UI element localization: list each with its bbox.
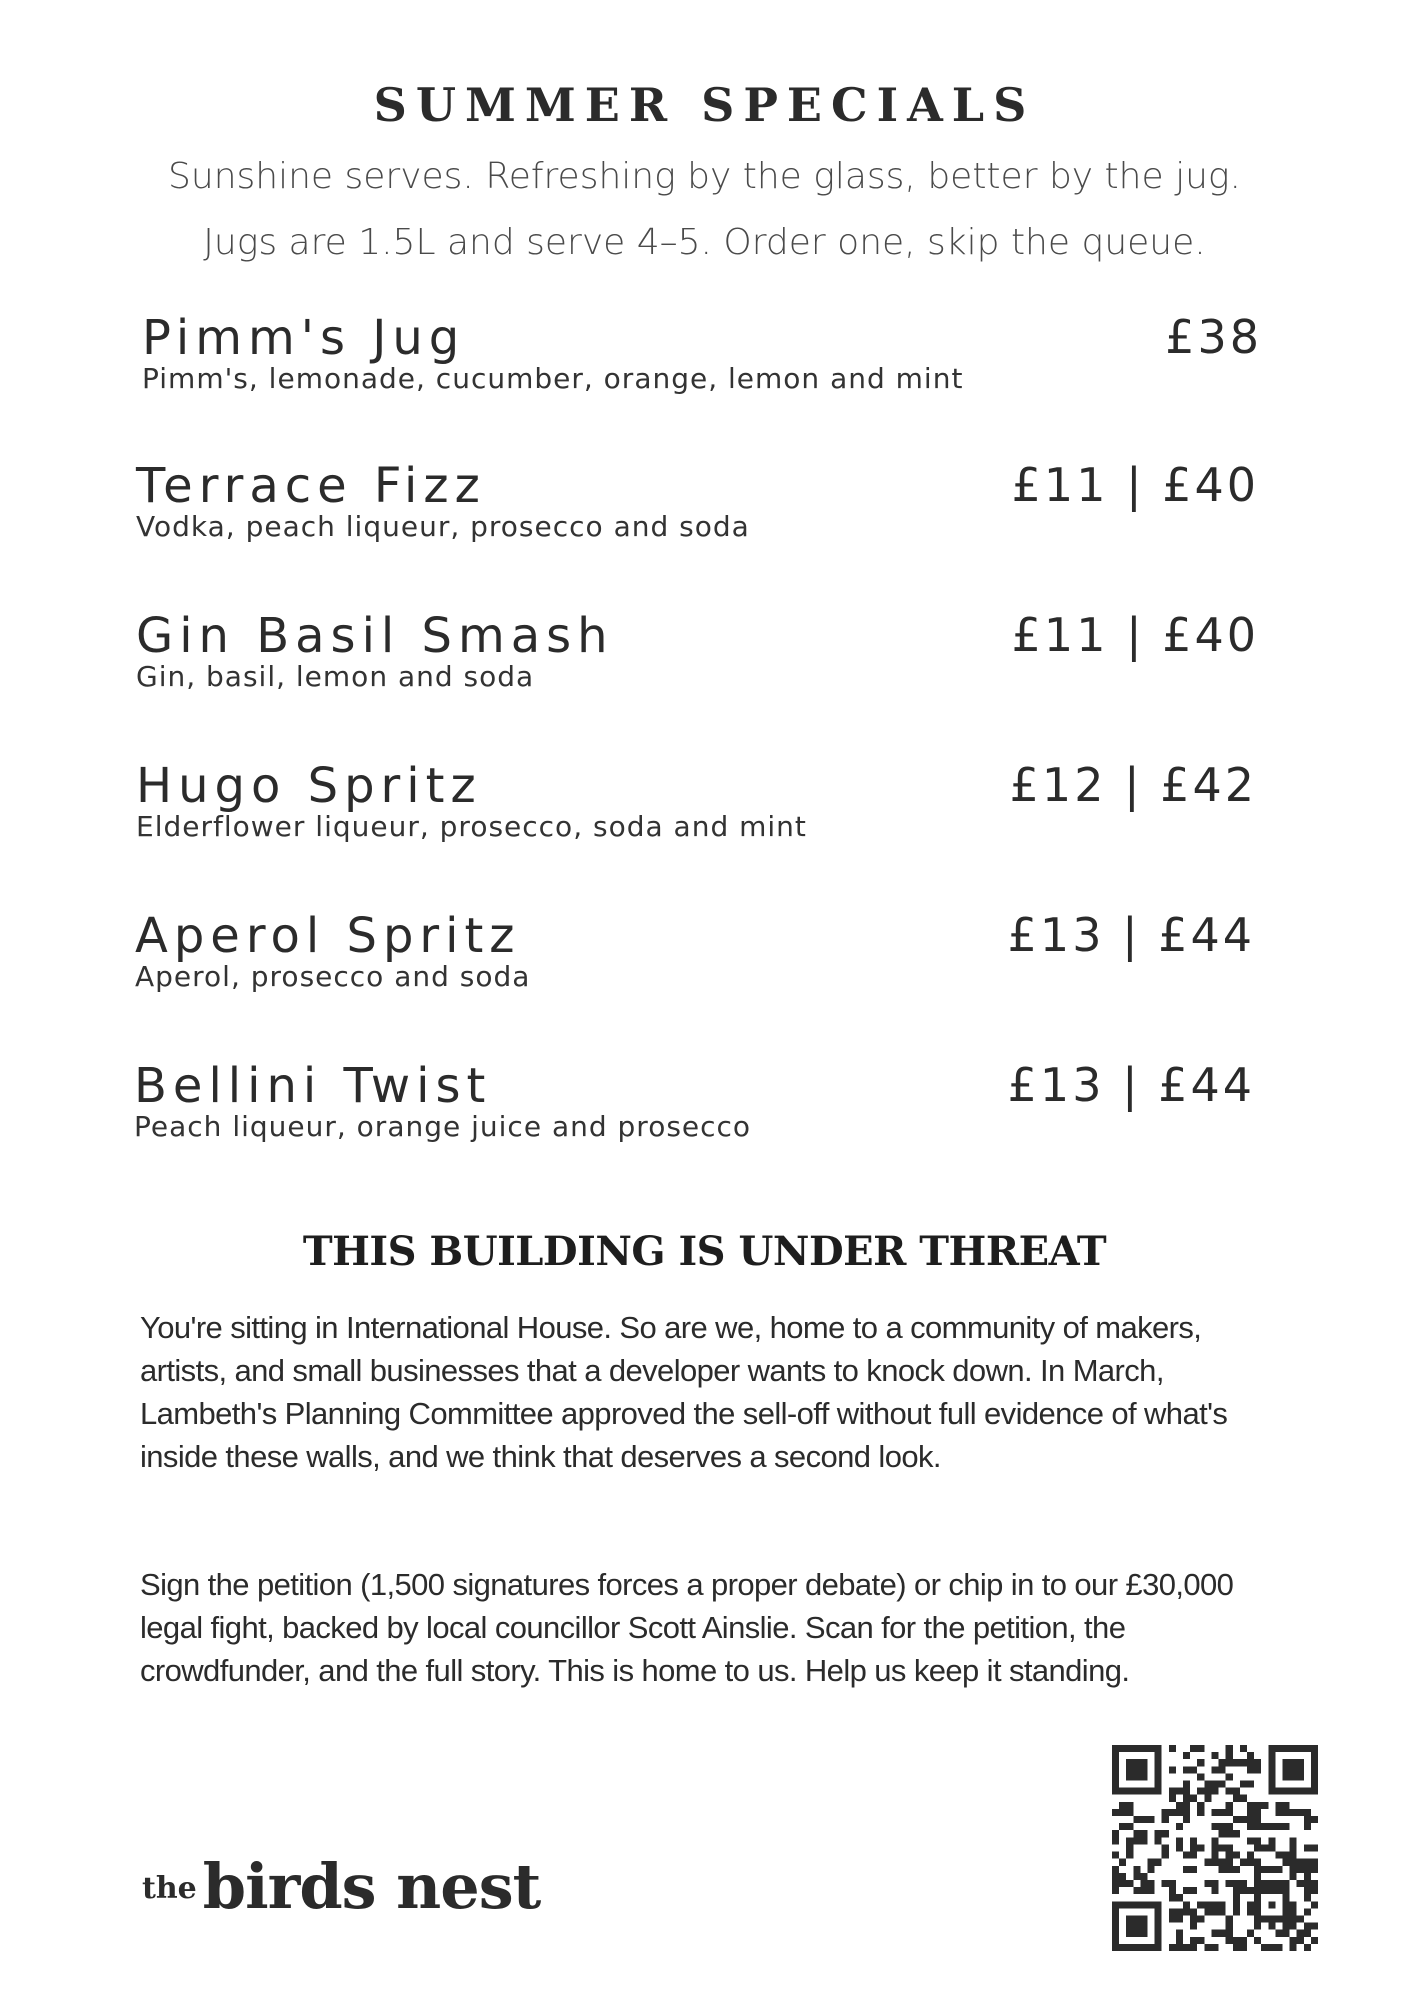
menu-item-description: Gin, basil, lemon and soda bbox=[136, 660, 535, 693]
menu-item-name: Gin Basil Smash bbox=[136, 608, 614, 664]
menu-item-price: £12 | £42 bbox=[1009, 758, 1257, 812]
subtitle-line-2: Jugs are 1.5L and serve 4–5. Order one, skip the queue. bbox=[203, 222, 1206, 263]
birds-nest-logo bbox=[142, 1850, 540, 1923]
menu-item-description: Peach liqueur, orange juice and prosecco bbox=[134, 1110, 752, 1143]
menu-item-name: Bellini Twist bbox=[134, 1058, 492, 1114]
notice-heading: THIS BUILDING IS UNDER THREAT bbox=[302, 1228, 1107, 1275]
menu-item-price: £11 | £40 bbox=[1011, 458, 1259, 512]
menu-item-name: Pimm's Jug bbox=[142, 310, 466, 366]
notice-paragraph-2: Sign the petition (1,500 signatures forces a proper debate) or chip in to our £30,000 legal fight, backed by local councillor Scott Ainslie. Scan for the petition, the crowdfunder, and the full story. This is home to us. Help us keep it standing. bbox=[140, 1567, 1234, 1688]
menu-item-price: £13 | £44 bbox=[1007, 908, 1255, 962]
menu-item-price: £38 bbox=[1165, 310, 1262, 364]
logo-prefix: the bbox=[142, 1871, 197, 1906]
menu-item-price: £11 | £40 bbox=[1011, 608, 1259, 662]
menu-item-name: Aperol Spritz bbox=[135, 908, 521, 964]
menu-item-description: Vodka, peach liqueur, prosecco and soda bbox=[136, 510, 750, 543]
menu-item-price: £13 | £44 bbox=[1007, 1058, 1255, 1112]
subtitle-line-1: Sunshine serves. Refreshing by the glass, better by the jug. bbox=[168, 156, 1241, 197]
menu-item-name: Hugo Spritz bbox=[136, 758, 482, 814]
page-title: SUMMER SPECIALS bbox=[373, 78, 1036, 132]
menu-item-description: Aperol, prosecco and soda bbox=[135, 960, 531, 993]
qr-code-icon[interactable] bbox=[1112, 1745, 1318, 1951]
menu-item-description: Elderflower liqueur, prosecco, soda and mint bbox=[136, 810, 807, 843]
menu-item-description: Pimm's, lemonade, cucumber, orange, lemon and mint bbox=[142, 362, 964, 395]
notice-paragraph-1: You're sitting in International House. So are we, home to a community of makers, artists, and small businesses that a developer wants to knock down. In March, Lambeth's Planning Committee approved the sell-off without full evidence of what's inside these walls, and we think that deserves a second look. bbox=[140, 1310, 1228, 1474]
logo-name: birds nest bbox=[202, 1850, 541, 1923]
menu-item-name: Terrace Fizz bbox=[136, 458, 486, 514]
